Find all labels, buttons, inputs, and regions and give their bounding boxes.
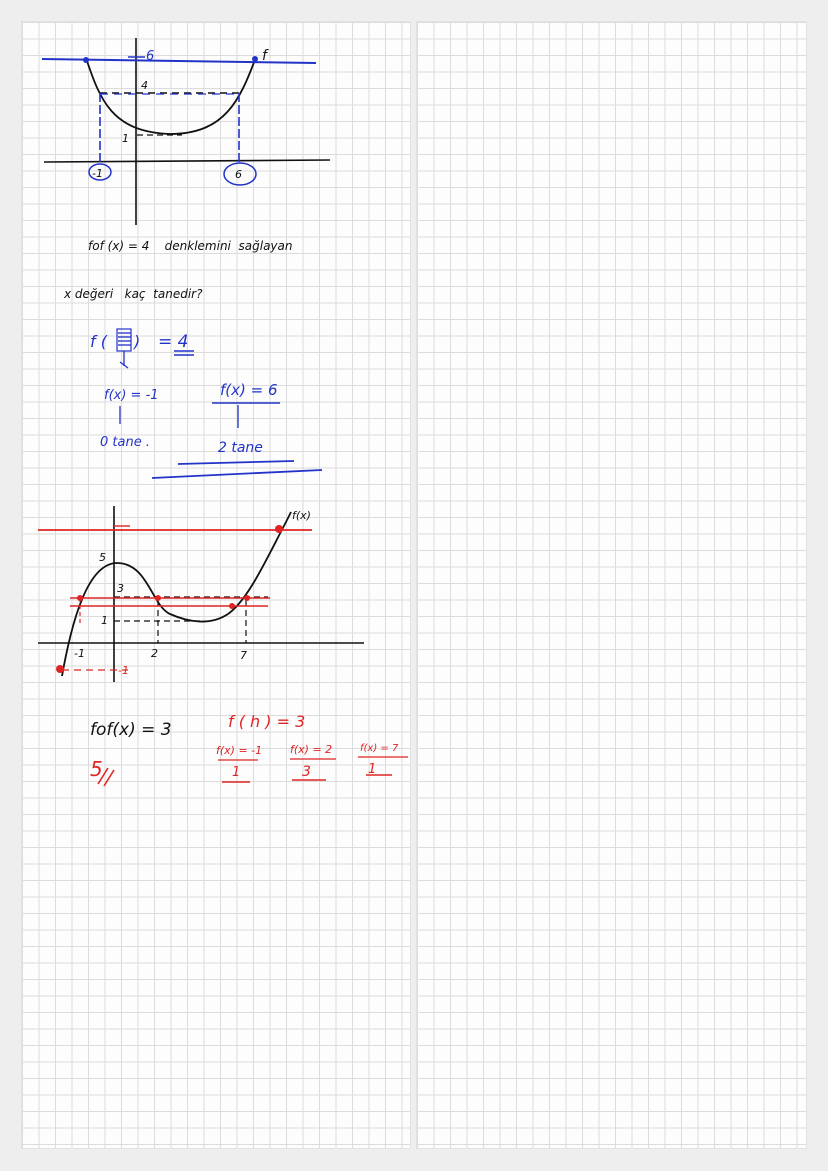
work2-case1-count: 1 bbox=[232, 765, 241, 780]
graph2-point-mid bbox=[155, 595, 161, 601]
graph2-label-1: 1 bbox=[101, 614, 108, 627]
work1-f-close: ) bbox=[134, 332, 141, 351]
work1-final-underline-2 bbox=[152, 470, 322, 478]
graph2-label-neg1-y: -1 bbox=[118, 664, 129, 677]
work2-case1: f(x) = -1 bbox=[216, 744, 263, 757]
work2-case3: f(x) = 7 bbox=[360, 743, 399, 754]
graph1-label-1: 1 bbox=[122, 132, 129, 145]
question1-line2: x değeri kaç tanedir? bbox=[64, 287, 203, 301]
question1-line1: fof (x) = 4 denklemini sağlayan bbox=[88, 239, 293, 253]
work1-scribble bbox=[117, 329, 131, 351]
work1-case1: f(x) = -1 bbox=[104, 388, 159, 403]
question1 bbox=[63, 239, 292, 301]
graph2-label-3: 3 bbox=[117, 582, 124, 595]
work1 bbox=[90, 329, 322, 478]
work2-case2-count: 3 bbox=[302, 764, 311, 780]
graph2-point-right-b bbox=[244, 595, 250, 601]
work2-answer: 5 bbox=[90, 757, 103, 781]
work1-case2: f(x) = 6 bbox=[220, 381, 278, 399]
graph1-label-4: 4 bbox=[141, 79, 148, 92]
work2 bbox=[90, 712, 408, 786]
work1-equals-4: = 4 bbox=[158, 332, 189, 352]
graph1-label-6: 6 bbox=[146, 49, 155, 64]
graph1-label-6-circled: 6 bbox=[235, 168, 242, 181]
work1-f-open: f ( bbox=[90, 332, 107, 351]
graph2-point-right-a bbox=[229, 603, 235, 609]
work2-case3-count: 1 bbox=[368, 762, 377, 777]
graph2-cubic bbox=[62, 512, 291, 676]
graph2-label-2: 2 bbox=[151, 647, 158, 660]
graph1-point-left bbox=[83, 57, 89, 63]
work1-final-underline-1 bbox=[178, 461, 294, 464]
graph2-label-fx: f(x) bbox=[292, 509, 311, 522]
graph2-point-top bbox=[275, 525, 283, 533]
graph1 bbox=[42, 38, 330, 225]
work1-case1-result: 0 tane . bbox=[100, 435, 150, 450]
graph2-label-neg1-x: -1 bbox=[74, 647, 85, 660]
graph2 bbox=[38, 506, 364, 682]
graph2-label-7: 7 bbox=[240, 649, 247, 662]
work2-case2: f(x) = 2 bbox=[290, 743, 333, 756]
graph1-label-neg1: -1 bbox=[92, 167, 103, 180]
work1-case2-result: 2 tane bbox=[218, 440, 263, 456]
graph2-point-bottom bbox=[56, 665, 64, 673]
graph1-parabola bbox=[86, 57, 256, 134]
graph1-label-f: f bbox=[262, 48, 267, 64]
graph1-point-right bbox=[252, 56, 258, 62]
work2-f-h: f ( h ) = 3 bbox=[228, 712, 306, 731]
graph1-x-axis bbox=[44, 160, 330, 162]
graph2-label-5: 5 bbox=[99, 551, 106, 564]
work2-question: fof(x) = 3 bbox=[90, 720, 172, 740]
